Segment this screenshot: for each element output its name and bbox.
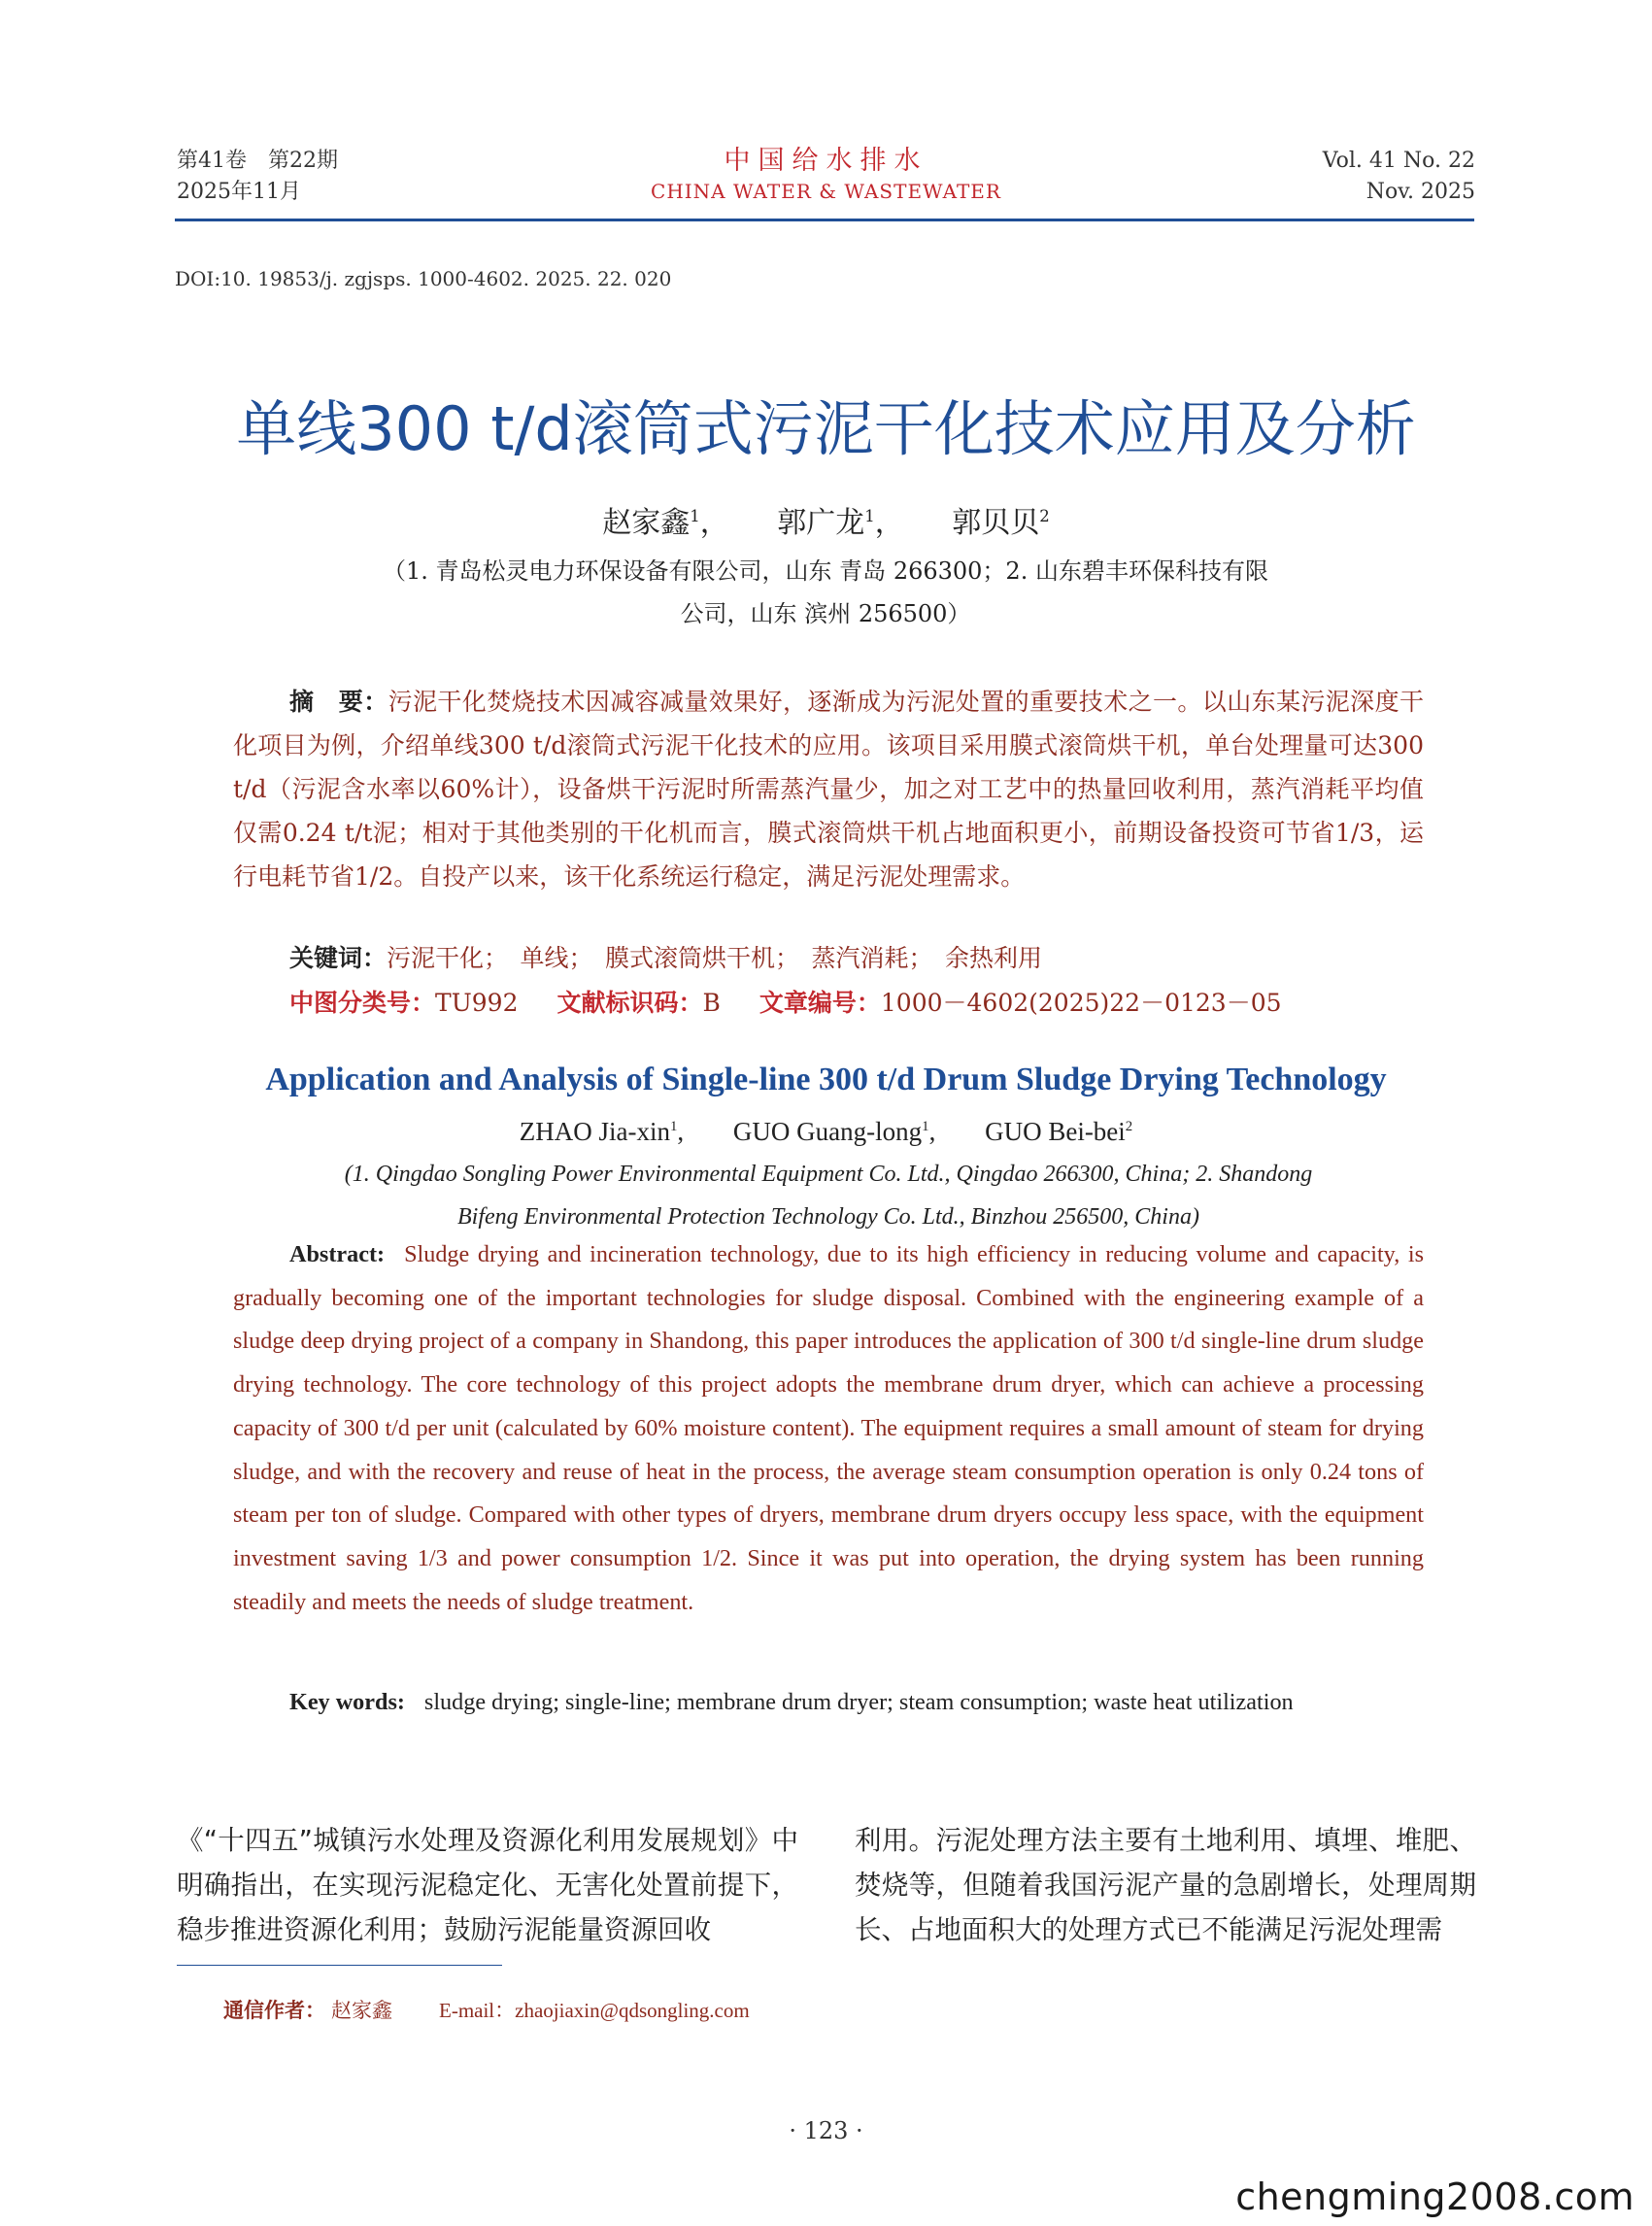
- author-cn: 郭广龙$^1$，: [777, 506, 914, 540]
- abstract-cn-text: 污泥干化焚烧技术因减容减量效果好，逐渐成为污泥处置的重要技术之一。以山东某污泥深度干化项目为例，介绍单线300 t/d滚筒式污泥干化技术的应用。该项目采用膜式滚筒烘干机，单台处理量可达300 t/d（污泥含水率以60%计），设备烘干污泥时所需蒸汽量少，加之对工艺中的热量回收利用，蒸汽消耗平均值仅需0.24 t/t泥；相对于其他类别的干化机而言，膜式滚筒烘干机占地面积更小，前期设备投资可节省1/3，运行电耗节省1/2。自投产以来，该干化系统运行稳定，满足污泥处理需求。: [233, 688, 1424, 891]
- classification-cn: [289, 984, 1455, 1023]
- affiliation-cn-line2: 公司，山东 滨州 256500）: [680, 600, 971, 627]
- volume-issue-en: Vol. 41 No. 22: [1322, 149, 1475, 173]
- footnote-email[interactable]: E-mail：zhaojiaxin@qdsongling.com: [439, 1999, 750, 2022]
- affiliation-en-line1: (1. Qingdao Songling Power Environmental Equipment Co. Ltd., Qingdao 266300, China; 2. Shandong: [344, 1162, 1313, 1187]
- authors-cn: [0, 497, 1652, 543]
- affiliation-en-line2: Bifeng Environmental Protection Technology Co. Ltd., Binzhou 256500, China): [457, 1204, 1199, 1230]
- title-cn: 单线300 t/d滚筒式污泥干化技术应用及分析: [236, 393, 1416, 464]
- article-no-value: 1000－4602(2025)22－0123－05: [880, 989, 1282, 1017]
- author-name: 郭广龙: [777, 506, 865, 540]
- author-sup: 2: [1039, 507, 1050, 525]
- doc-code-label: 文献标识码：: [556, 989, 703, 1017]
- affiliation-en: [233, 1153, 1424, 1238]
- author-sup: 1: [670, 1119, 678, 1134]
- author-cn: 赵家鑫$^1$，: [602, 506, 739, 540]
- header-right: [1323, 146, 1475, 208]
- title-en: Application and Analysis of Single-line 300 t/d Drum Sludge Drying Technology: [265, 1062, 1387, 1097]
- header-rule: [175, 219, 1474, 221]
- author-name: GUO Guang-long: [732, 1117, 923, 1146]
- abstract-en-text: Sludge drying and incineration technology, due to its high efficiency in reducing volume and capacity, is gradually becoming one of the important technologies for sludge disposal. Combined with the engineering example of a sludge deep drying project of a company in Shandong, this paper introduces the application of 300 t/d single-line drum sludge drying technology. The core technology of this project adopts the membrane drum dryer, which can achieve a processing capacity of 300 t/d per unit (calculated by 60% moisture content). The equipment requires a small amount of steam for drying sludge, and with the recovery and reuse of heat in the process, the average steam consumption operation is only 0.24 tons of steam per ton of sludge. Compared with other types of dryers, membrane drum dryers occupy less space, with the equipment investment saving 1/3 and power consumption 1/2. Since it was put into operation, the drying system has been running steadily and meets the needs of sludge treatment.: [233, 1241, 1424, 1615]
- affiliation-cn-line1: （1. 青岛松灵电力环保设备有限公司，山东 青岛 266300；2. 山东碧丰环保科技有限: [383, 557, 1268, 585]
- doi: DOI:10. 19853/j. zgjsps. 1000-4602. 2025. 22. 020: [175, 267, 672, 290]
- body-column-right: 利用。污泥处理方法主要有土地利用、填埋、堆肥、焚烧等，但随着我国污泥产量的急剧增长，处理周期长、占地面积大的处理方式已不能满足污泥处理需: [855, 1825, 1476, 1945]
- author-name: 郭贝贝: [952, 506, 1040, 540]
- journal-name-cn: 中国给水排水: [724, 146, 928, 176]
- affiliation-cn: [291, 550, 1360, 635]
- keywords-en-text: sludge drying; single-line; membrane drum dryer; steam consumption; waste heat utilization: [423, 1689, 1294, 1715]
- date-en: Nov. 2025: [1365, 180, 1475, 204]
- article-no-label: 文章编号：: [759, 989, 881, 1017]
- footnote-rule: [177, 1965, 502, 1966]
- author-sup: 1: [690, 507, 700, 525]
- author-en: [985, 1117, 1132, 1146]
- page-number: · 123 ·: [789, 2117, 863, 2144]
- author-sup: 2: [1125, 1119, 1133, 1134]
- abstract-cn: [233, 680, 1424, 898]
- journal-name-en: CHINA WATER & WASTEWATER: [651, 180, 1001, 203]
- date-cn: 2025年11月: [177, 180, 301, 204]
- author-sup: 1: [922, 1119, 929, 1134]
- watermark: chengming2008.com: [1235, 2175, 1635, 2218]
- body-column-left: 《“十四五”城镇污水处理及资源化利用发展规划》中明确指出，在实现污泥稳定化、无害化处置前提下，稳步推进资源化利用；鼓励污泥能量资源回收: [177, 1825, 798, 1945]
- keywords-cn: [289, 939, 1455, 978]
- author-cn: [952, 506, 1050, 540]
- footnote: [223, 1996, 750, 2025]
- authors-en: [0, 1107, 1652, 1151]
- abstract-en: [233, 1233, 1424, 1624]
- clc-label: 中图分类号：: [289, 989, 436, 1017]
- footnote-author: 赵家鑫: [331, 1999, 392, 2022]
- abstract-en-label: Abstract:: [289, 1241, 386, 1267]
- keywords-en-label: Key words:: [289, 1689, 405, 1715]
- volume-issue-cn: 第41卷 第22期: [177, 149, 338, 173]
- author-en: GUO Guang-long$^1$,: [732, 1117, 943, 1146]
- keywords-cn-label: 关键词：: [289, 944, 388, 972]
- keywords-cn-text: 污泥干化； 单线； 膜式滚筒烘干机； 蒸汽消耗； 余热利用: [387, 944, 1043, 972]
- keywords-en: [233, 1680, 1424, 1724]
- clc-value: TU992: [435, 989, 519, 1017]
- abstract-cn-label: 摘 要：: [289, 688, 388, 716]
- doc-code-value: B: [702, 989, 721, 1017]
- author-sup: 1: [864, 507, 875, 525]
- author-en: ZHAO Jia-xin$^1$,: [519, 1117, 691, 1146]
- footnote-label: 通信作者：: [223, 1999, 325, 2022]
- author-name: 赵家鑫: [602, 506, 691, 540]
- author-name: ZHAO Jia-xin: [519, 1117, 670, 1146]
- author-name: GUO Bei-bei: [985, 1117, 1126, 1146]
